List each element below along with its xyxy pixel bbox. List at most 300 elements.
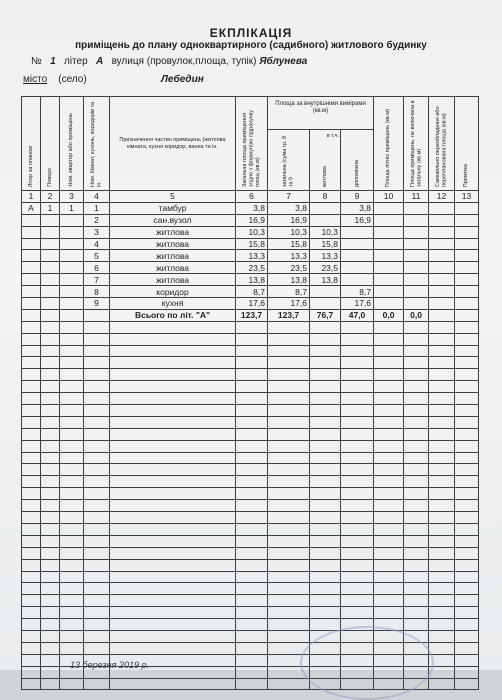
blank-cell <box>110 488 236 500</box>
blank-cell <box>236 321 268 333</box>
blank-cell <box>429 523 455 535</box>
blank-cell <box>236 500 268 512</box>
totals-total: 123,7 <box>236 309 268 321</box>
liter-label: літер <box>63 56 88 67</box>
blank-cell <box>429 642 455 654</box>
purpose-cell: коридор <box>110 286 236 298</box>
blank-cell <box>455 512 479 524</box>
liter-cell <box>22 250 41 262</box>
floor-cell <box>41 274 60 286</box>
blank-cell <box>110 464 236 476</box>
aux-area-cell: 16,9 <box>341 214 374 226</box>
blank-cell <box>429 345 455 357</box>
blank-cell <box>41 440 60 452</box>
blank-cell <box>41 512 60 524</box>
blank-row <box>22 345 479 357</box>
blank-cell <box>60 333 84 345</box>
blank-row <box>22 607 479 619</box>
purpose-cell: житлова <box>110 274 236 286</box>
empty-cell <box>374 274 404 286</box>
table-row <box>22 286 479 298</box>
blank-cell <box>84 500 110 512</box>
blank-cell <box>374 583 404 595</box>
blank-cell <box>236 607 268 619</box>
aux-area-cell <box>341 250 374 262</box>
blank-cell <box>22 678 41 690</box>
total-area-cell: 16,9 <box>236 214 268 226</box>
aux-area-cell <box>341 238 374 250</box>
blank-cell <box>60 547 84 559</box>
blank-cell <box>110 512 236 524</box>
blank-cell <box>310 357 341 369</box>
empty-cell <box>429 214 455 226</box>
blank-cell <box>404 619 429 631</box>
blank-row <box>22 595 479 607</box>
blank-cell <box>455 452 479 464</box>
blank-cell <box>41 571 60 583</box>
aux-area-cell: 3,8 <box>341 202 374 214</box>
empty-cell <box>374 262 404 274</box>
blank-cell <box>84 642 110 654</box>
blank-cell <box>236 393 268 405</box>
blank-cell <box>60 440 84 452</box>
blank-cell <box>310 333 341 345</box>
blank-cell <box>341 381 374 393</box>
blank-row <box>22 500 479 512</box>
blank-cell <box>268 381 310 393</box>
blank-cell <box>341 393 374 405</box>
blank-cell <box>455 488 479 500</box>
blank-cell <box>268 619 310 631</box>
blank-cell <box>341 357 374 369</box>
blank-cell <box>236 559 268 571</box>
blank-cell <box>22 476 41 488</box>
blank-cell <box>341 464 374 476</box>
blank-cell <box>60 428 84 440</box>
blank-cell <box>41 595 60 607</box>
total-area-cell: 13,8 <box>236 274 268 286</box>
blank-cell <box>341 476 374 488</box>
empty-cell <box>404 298 429 310</box>
living-area-cell: 15,8 <box>310 238 341 250</box>
blank-cell <box>404 488 429 500</box>
blank-cell <box>404 559 429 571</box>
blank-cell <box>84 476 110 488</box>
column-header: Ном. Кімнат, кухонь, коридорів та ін. <box>90 101 103 187</box>
blank-cell <box>374 440 404 452</box>
purpose-cell: житлова <box>110 262 236 274</box>
blank-cell <box>84 440 110 452</box>
blank-cell <box>374 381 404 393</box>
blank-cell <box>341 595 374 607</box>
empty-cell <box>404 262 429 274</box>
blank-cell <box>310 500 341 512</box>
blank-row <box>22 393 479 405</box>
blank-cell <box>84 452 110 464</box>
blank-cell <box>429 369 455 381</box>
blank-cell <box>60 464 84 476</box>
blank-cell <box>404 345 429 357</box>
blank-cell <box>268 500 310 512</box>
blank-cell <box>110 345 236 357</box>
blank-cell <box>341 488 374 500</box>
blank-cell <box>60 488 84 500</box>
blank-cell <box>404 595 429 607</box>
blank-cell <box>455 405 479 417</box>
blank-cell <box>455 440 479 452</box>
blank-cell <box>84 559 110 571</box>
blank-cell <box>22 357 41 369</box>
blank-cell <box>268 583 310 595</box>
blank-cell <box>374 547 404 559</box>
blank-cell <box>84 416 110 428</box>
blank-cell <box>22 416 41 428</box>
living-area-cell: 13,8 <box>310 274 341 286</box>
blank-cell <box>341 571 374 583</box>
blank-cell <box>236 583 268 595</box>
table-row <box>22 202 479 214</box>
blank-cell <box>268 357 310 369</box>
street-value: Яблунева <box>259 56 308 67</box>
blank-cell <box>429 428 455 440</box>
no-value: 1 <box>50 56 56 67</box>
blank-cell <box>22 333 41 345</box>
blank-cell <box>236 369 268 381</box>
blank-cell <box>60 630 84 642</box>
blank-row <box>22 464 479 476</box>
blank-cell <box>22 428 41 440</box>
room-number-cell: 2 <box>84 214 110 226</box>
liter-value: А <box>95 56 104 67</box>
total-area-cell: 3,8 <box>236 202 268 214</box>
empty-cell <box>374 202 404 214</box>
blank-cell <box>429 571 455 583</box>
blank-cell <box>84 381 110 393</box>
column-number: 6 <box>236 191 268 203</box>
empty-cell <box>455 262 479 274</box>
blank-cell <box>41 369 60 381</box>
blank-cell <box>429 405 455 417</box>
blank-cell <box>341 428 374 440</box>
sum-area-cell: 15,8 <box>268 238 310 250</box>
blank-cell <box>404 369 429 381</box>
liter-cell <box>22 286 41 298</box>
blank-cell <box>268 416 310 428</box>
blank-cell <box>60 393 84 405</box>
blank-cell <box>429 440 455 452</box>
empty-cell <box>429 274 455 286</box>
blank-row <box>22 583 479 595</box>
blank-cell <box>41 523 60 535</box>
blank-cell <box>341 583 374 595</box>
blank-cell <box>268 547 310 559</box>
empty-cell <box>455 250 479 262</box>
blank-cell <box>374 321 404 333</box>
blank-cell <box>41 405 60 417</box>
blank-cell <box>41 642 60 654</box>
liter-cell: А <box>22 202 41 214</box>
empty-cell <box>374 238 404 250</box>
blank-cell <box>84 595 110 607</box>
column-header: Ном. квартир або приміщень <box>68 113 75 187</box>
document-title: ЕКПЛІКАЦІЯ <box>209 26 293 40</box>
blank-cell <box>41 357 60 369</box>
blank-cell <box>41 630 60 642</box>
blank-row <box>22 571 479 583</box>
blank-cell <box>310 595 341 607</box>
no-label: № <box>31 56 42 67</box>
blank-cell <box>310 559 341 571</box>
blank-cell <box>22 523 41 535</box>
column-number: 9 <box>341 191 374 203</box>
blank-cell <box>236 512 268 524</box>
apartment-cell: 1 <box>60 202 84 214</box>
blank-cell <box>374 571 404 583</box>
blank-cell <box>110 405 236 417</box>
blank-cell <box>236 678 268 690</box>
blank-cell <box>341 345 374 357</box>
blank-cell <box>60 321 84 333</box>
empty-cell <box>429 298 455 310</box>
column-header: загальна (сума гр. 8 та 9 <box>282 135 295 187</box>
apartment-cell <box>60 274 84 286</box>
blank-row <box>22 357 479 369</box>
blank-cell <box>60 381 84 393</box>
totals-sum: 123,7 <box>268 309 310 321</box>
empty-cell <box>374 214 404 226</box>
blank-cell <box>110 535 236 547</box>
blank-cell <box>404 333 429 345</box>
blank-cell <box>374 369 404 381</box>
blank-cell <box>60 523 84 535</box>
blank-cell <box>310 523 341 535</box>
purpose-cell: житлова <box>110 238 236 250</box>
blank-cell <box>236 333 268 345</box>
column-number: 7 <box>268 191 310 203</box>
liter-cell <box>22 238 41 250</box>
blank-cell <box>110 440 236 452</box>
blank-cell <box>22 464 41 476</box>
room-number-cell: 4 <box>84 238 110 250</box>
blank-cell <box>60 559 84 571</box>
blank-cell <box>22 405 41 417</box>
blank-cell <box>60 571 84 583</box>
blank-cell <box>110 619 236 631</box>
blank-cell <box>236 464 268 476</box>
sum-area-cell: 13,3 <box>268 250 310 262</box>
blank-cell <box>310 369 341 381</box>
blank-cell <box>22 535 41 547</box>
floor-cell <box>41 298 60 310</box>
blank-cell <box>84 357 110 369</box>
liter-cell <box>22 226 41 238</box>
blank-cell <box>236 630 268 642</box>
blank-cell <box>110 428 236 440</box>
blank-cell <box>404 321 429 333</box>
blank-cell <box>110 333 236 345</box>
blank-row <box>22 476 479 488</box>
column-header: Літер за планом <box>27 145 34 187</box>
empty-cell <box>429 262 455 274</box>
blank-cell <box>41 654 60 666</box>
blank-cell <box>310 535 341 547</box>
blank-cell <box>429 559 455 571</box>
floor-cell <box>41 262 60 274</box>
empty-cell <box>455 286 479 298</box>
total-area-cell: 23,5 <box>236 262 268 274</box>
blank-cell <box>84 345 110 357</box>
living-area-cell <box>310 202 341 214</box>
blank-cell <box>41 500 60 512</box>
aux-area-cell <box>341 226 374 238</box>
empty-cell <box>404 202 429 214</box>
blank-cell <box>429 416 455 428</box>
blank-cell <box>268 369 310 381</box>
total-area-cell: 13,3 <box>236 250 268 262</box>
empty-cell <box>429 238 455 250</box>
blank-cell <box>374 595 404 607</box>
blank-cell <box>41 666 60 678</box>
blank-cell <box>341 607 374 619</box>
table-row <box>22 226 479 238</box>
blank-cell <box>455 333 479 345</box>
blank-cell <box>84 428 110 440</box>
blank-cell <box>84 405 110 417</box>
blank-cell <box>404 440 429 452</box>
blank-cell <box>341 559 374 571</box>
blank-cell <box>22 607 41 619</box>
village-label: (село) <box>58 74 87 85</box>
sum-area-cell: 16,9 <box>268 214 310 226</box>
blank-cell <box>236 440 268 452</box>
blank-cell <box>455 381 479 393</box>
empty-cell <box>429 226 455 238</box>
totals-aux: 47,0 <box>341 309 374 321</box>
blank-row <box>22 405 479 417</box>
blank-cell <box>404 571 429 583</box>
blank-cell <box>110 523 236 535</box>
blank-cell <box>268 405 310 417</box>
blank-cell <box>41 476 60 488</box>
blank-cell <box>268 559 310 571</box>
empty-cell <box>455 298 479 310</box>
sum-area-cell: 17,6 <box>268 298 310 310</box>
blank-cell <box>374 345 404 357</box>
column-number: 12 <box>429 191 455 203</box>
blank-cell <box>110 321 236 333</box>
blank-row <box>22 512 479 524</box>
blank-cell <box>110 393 236 405</box>
blank-cell <box>341 416 374 428</box>
blank-cell <box>84 571 110 583</box>
blank-cell <box>236 381 268 393</box>
blank-cell <box>310 405 341 417</box>
table-body <box>22 202 479 309</box>
blank-cell <box>404 416 429 428</box>
living-area-cell <box>310 214 341 226</box>
blank-cell <box>455 416 479 428</box>
blank-row <box>22 452 479 464</box>
blank-cell <box>310 416 341 428</box>
empty-cell <box>429 202 455 214</box>
blank-cell <box>429 535 455 547</box>
room-number-cell: 1 <box>84 202 110 214</box>
column-header: житлова <box>321 165 328 187</box>
blank-cell <box>22 666 41 678</box>
blank-cell <box>455 357 479 369</box>
blank-cell <box>84 464 110 476</box>
blank-cell <box>310 321 341 333</box>
blank-cell <box>268 333 310 345</box>
blank-cell <box>110 571 236 583</box>
blank-row <box>22 321 479 333</box>
blank-cell <box>310 607 341 619</box>
apartment-cell <box>60 226 84 238</box>
blank-cell <box>60 369 84 381</box>
blank-cell <box>236 488 268 500</box>
blank-cell <box>84 523 110 535</box>
blank-cell <box>455 345 479 357</box>
blank-cell <box>41 619 60 631</box>
aux-area-cell <box>341 262 374 274</box>
column-header: Самовільно переобладнані або перепланована площа (кв.м) <box>435 106 448 187</box>
blank-cell <box>110 678 236 690</box>
room-number-cell: 9 <box>84 298 110 310</box>
blank-cell <box>429 488 455 500</box>
blank-cell <box>22 642 41 654</box>
blank-cell <box>374 500 404 512</box>
column-header: Площа літніх приміщень (кв.м) <box>385 108 392 187</box>
blank-cell <box>41 547 60 559</box>
column-number: 13 <box>455 191 479 203</box>
blank-cell <box>60 500 84 512</box>
blank-cell <box>374 559 404 571</box>
liter-cell <box>22 214 41 226</box>
empty-cell <box>374 286 404 298</box>
blank-cell <box>404 357 429 369</box>
blank-cell <box>404 523 429 535</box>
blank-cell <box>341 452 374 464</box>
blank-cell <box>110 630 236 642</box>
blank-cell <box>110 595 236 607</box>
column-header: Поверх <box>46 168 53 187</box>
blank-cell <box>110 476 236 488</box>
blank-cell <box>84 547 110 559</box>
blank-cell <box>60 678 84 690</box>
blank-cell <box>374 405 404 417</box>
blank-cell <box>41 452 60 464</box>
blank-cell <box>310 345 341 357</box>
totals-excluded: 0,0 <box>404 309 429 321</box>
blank-cell <box>429 357 455 369</box>
blank-cell <box>236 405 268 417</box>
blank-cell <box>341 523 374 535</box>
aux-area-cell <box>341 274 374 286</box>
blank-cell <box>268 321 310 333</box>
blank-cell <box>110 452 236 464</box>
blank-cell <box>310 440 341 452</box>
column-number: 11 <box>404 191 429 203</box>
blank-cell <box>404 381 429 393</box>
column-number: 3 <box>60 191 84 203</box>
table-row <box>22 214 479 226</box>
blank-cell <box>310 583 341 595</box>
totals-summer: 0,0 <box>374 309 404 321</box>
blank-cell <box>22 595 41 607</box>
blank-cell <box>268 345 310 357</box>
blank-row <box>22 440 479 452</box>
explication-table <box>21 96 479 690</box>
